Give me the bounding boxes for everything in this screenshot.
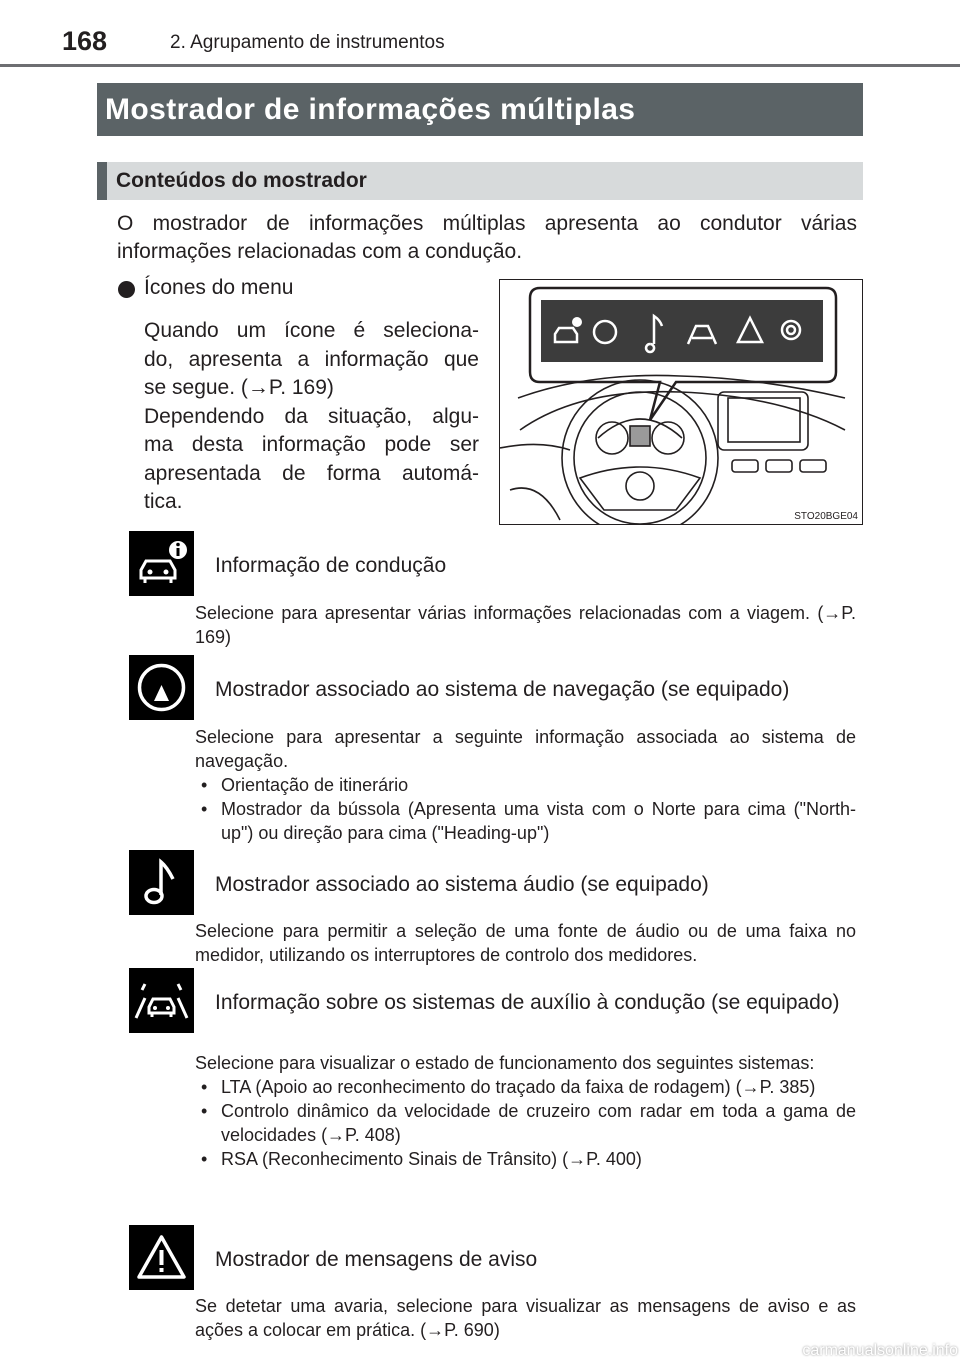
item-desc-audio: Selecione para permitir a seleção de uma fonte de áudio ou de uma faixa no medidor, utilizando os interruptores de controlo dos medidores. <box>195 921 856 965</box>
bullet-item: • Mostrador da bússola (Apresenta uma vista com o Norte para cima ("North-up") ou direção para cima ("Heading-up") <box>195 797 856 845</box>
item-body-driving-assist <box>195 1051 856 1171</box>
dashboard-illustration <box>499 279 863 525</box>
page-title: Mostrador de informações múltiplas <box>97 83 863 136</box>
page-number: 168 <box>62 26 108 56</box>
dashboard-drawing <box>500 280 863 525</box>
menu-text-line: tica. <box>144 490 183 513</box>
menu-text-line: se segue. (→P. 169) <box>144 376 334 399</box>
bullet-item: • Orientação de itinerário <box>195 773 856 797</box>
item-title-warning: Mostrador de mensagens de aviso <box>215 1248 538 1271</box>
warning-triangle-icon <box>129 1225 194 1290</box>
intro-paragraph: O mostrador de informações múltiplas apresenta ao condutor várias informações relacionadas com a condução. <box>117 212 857 263</box>
header-rule <box>0 64 960 67</box>
menu-text-line: Quando um ícone é seleciona- <box>144 319 479 342</box>
item-desc-driving-assist: Selecione para visualizar o estado de funcionamento dos seguintes sistemas: <box>195 1053 815 1073</box>
bullet-dot <box>118 281 135 298</box>
item-title-driving-assist: Informação sobre os sistemas de auxílio à condução (se equipado) <box>215 991 840 1014</box>
driving-info-icon <box>129 531 194 596</box>
illustration-code: STO20BGE04 <box>794 511 858 522</box>
item-desc-navigation: Selecione para apresentar a seguinte informação associada ao sistema de navegação. <box>195 727 856 771</box>
driving-assist-icon <box>129 968 194 1033</box>
menu-icons-text <box>144 317 479 517</box>
audio-note-icon <box>129 850 194 915</box>
menu-icons-heading: Ícones do menu <box>144 276 294 299</box>
item-body-navigation <box>195 725 856 845</box>
bullet-item: • LTA (Apoio ao reconhecimento do traçado da faixa de rodagem) (→P. 385) <box>195 1075 856 1099</box>
bullet-item: • RSA (Reconhecimento Sinais de Trânsito) (→P. 400) <box>195 1147 856 1171</box>
menu-text-line: apresentada de forma automá- <box>144 461 479 485</box>
navigation-icon <box>129 655 194 720</box>
bullet-item: • Controlo dinâmico da velocidade de cruzeiro com radar em toda a gama de velocidades (→P. 408) <box>195 1099 856 1147</box>
menu-text-line: ma desta informação pode ser <box>144 433 479 456</box>
item-desc-warning: Se detetar uma avaria, selecione para visualizar as mensagens de aviso e as ações a colocar em prática. (→P. 690) <box>195 1296 856 1340</box>
item-title-navigation: Mostrador associado ao sistema de navegação (se equipado) <box>215 678 790 701</box>
item-title-driving-info: Informação de condução <box>215 554 447 577</box>
menu-text-line: Dependendo da situação, algu- <box>144 404 479 428</box>
item-title-audio: Mostrador associado ao sistema áudio (se equipado) <box>215 873 709 896</box>
menu-text-line: do, apresenta a informação que <box>144 347 479 371</box>
section-heading: Conteúdos do mostrador <box>97 162 863 200</box>
item-desc-driving-info: Selecione para apresentar várias informações relacionadas com a viagem. (→P. 169) <box>195 603 856 647</box>
watermark: carmanualsonline.info <box>802 1342 958 1359</box>
chapter-title: 2. Agrupamento de instrumentos <box>170 32 445 53</box>
